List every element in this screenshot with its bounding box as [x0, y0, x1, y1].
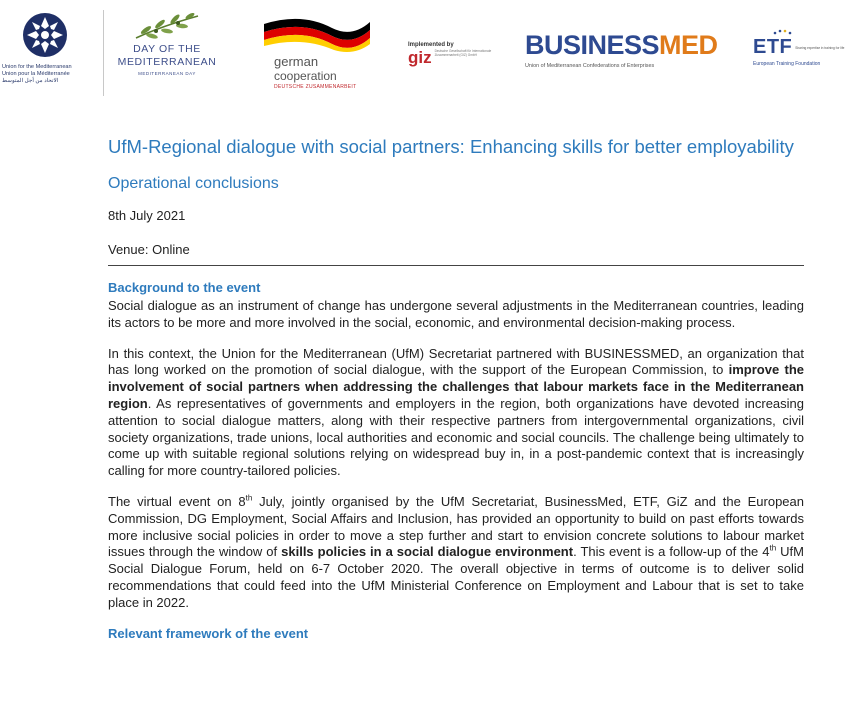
p3-text-4: UfM Social Dialogue Forum, held on 6-7 October 2020. The overall objective in terms of outcome is to deliver solid recommendations that could feed into the UfM Ministerial Conference on Employment and Labour that is set to take place in 2022. — [108, 544, 805, 610]
giz-wordmark: giz — [408, 48, 432, 67]
ufm-line-en: Union for the Mediterranean — [2, 64, 72, 70]
businessmed-logo — [525, 30, 718, 69]
businessmed-word-part2: MED — [659, 30, 718, 60]
p2-text-1: In this context, the Union for the Mediterranean (UfM) Secretariat partnered with BUSINESSMED, an organization that has long worked on the promotion of social dialogue, with the support of the European Commission, to — [108, 345, 804, 378]
etf-tagline: Sharing expertise in training for life — [795, 45, 845, 50]
section-heading-framework: Relevant framework of the event — [108, 625, 309, 641]
document-title: UfM-Regional dialogue with social partners: Enhancing skills for better employability — [108, 136, 794, 157]
document-subtitle: Operational conclusions — [108, 175, 279, 192]
ufm-logo — [2, 12, 98, 85]
p3-text-3: . This event is a follow-up of the 4 — [573, 544, 770, 560]
p3-text-2: July, jointly organised by the UfM Secretariat, BusinessMed, ETF, GiZ and the European Commission, DG Employment, Social Affairs and Inclusion, has provided an opportunity to build on past efforts towards more inclusive social policies in order to move a step further and start to envision concrete solutions to labour market issues through the window of — [108, 493, 804, 560]
day-of-mediterranean-logo — [117, 12, 217, 76]
background-paragraph-2 — [108, 346, 804, 480]
background-paragraph-3 — [108, 494, 804, 612]
businessmed-subtitle: Union of Mediterranean Confederations of Enterprises — [525, 63, 655, 69]
p3-superscript-1: th — [245, 493, 253, 503]
section-heading-background: Background to the event — [108, 280, 261, 295]
p2-bold-text: improve the involvement of social partners when addressing the challenges that labour markets face in the Mediterranean region — [108, 362, 805, 411]
document-body — [108, 134, 804, 641]
section-divider — [108, 265, 804, 266]
etf-logo — [753, 28, 853, 67]
p3-text-1: The virtual event on 8 — [108, 493, 246, 509]
etf-wordmark: ETF — [753, 36, 793, 58]
gc-line1: german — [274, 54, 319, 69]
background-paragraph-1: Social dialogue as an instrument of change has undergone several adjustments in the Mediterranean countries, leading its actors to be more and more involved in the social, economic, and environmental decision-making process. — [108, 298, 804, 330]
giz-implemented-by: Implemented by — [408, 42, 454, 48]
giz-fullname: Deutsche Gesellschaft für Internationale Zusammenarbeit (GIZ) GmbH — [434, 49, 492, 57]
gc-line2: cooperation — [274, 69, 337, 83]
document-date: 8th July 2021 — [108, 208, 186, 223]
businessmed-word-part1: BUSINESS — [525, 30, 660, 60]
etf-subtitle: European Training Foundation — [753, 61, 821, 67]
dotm-title-line2: MEDITERRANEAN — [117, 56, 217, 68]
ufm-line-ar: الاتحاد من أجل المتوسط — [2, 78, 59, 84]
dotm-title-line1: DAY OF THE — [133, 43, 201, 55]
logo-divider — [103, 10, 104, 96]
gc-line3: DEUTSCHE ZUSAMMENARBEIT — [274, 84, 357, 90]
ufm-line-fr: Union pour la Méditerranée — [2, 71, 70, 77]
dotm-subline: MEDITERRANEAN DAY — [138, 71, 196, 76]
german-cooperation-logo — [262, 12, 372, 92]
olive-branch-icon — [132, 12, 202, 42]
document-venue: Venue: Online — [108, 242, 190, 257]
p3-superscript-2: th — [769, 544, 777, 554]
ufm-emblem-icon — [22, 12, 68, 58]
giz-logo — [408, 42, 498, 66]
logo-strip — [0, 0, 860, 100]
p2-text-2: . As representatives of governments and employers in the region, both organizations have devoted increasing attention to social dialogue matters, along with their respective partners from intergovernmental organizations, civil society organizations, trade unions, local authorities and economic and social councils. The challenge being ultimately to come up with suitable regional solutions relying on widespread buy in, in a post-pandemic context that is increasingly calling for more country-tailored policies. — [108, 395, 804, 479]
p3-bold-text: skills policies in a social dialogue environment — [281, 544, 574, 560]
german-flag-swoosh-icon — [262, 12, 372, 54]
